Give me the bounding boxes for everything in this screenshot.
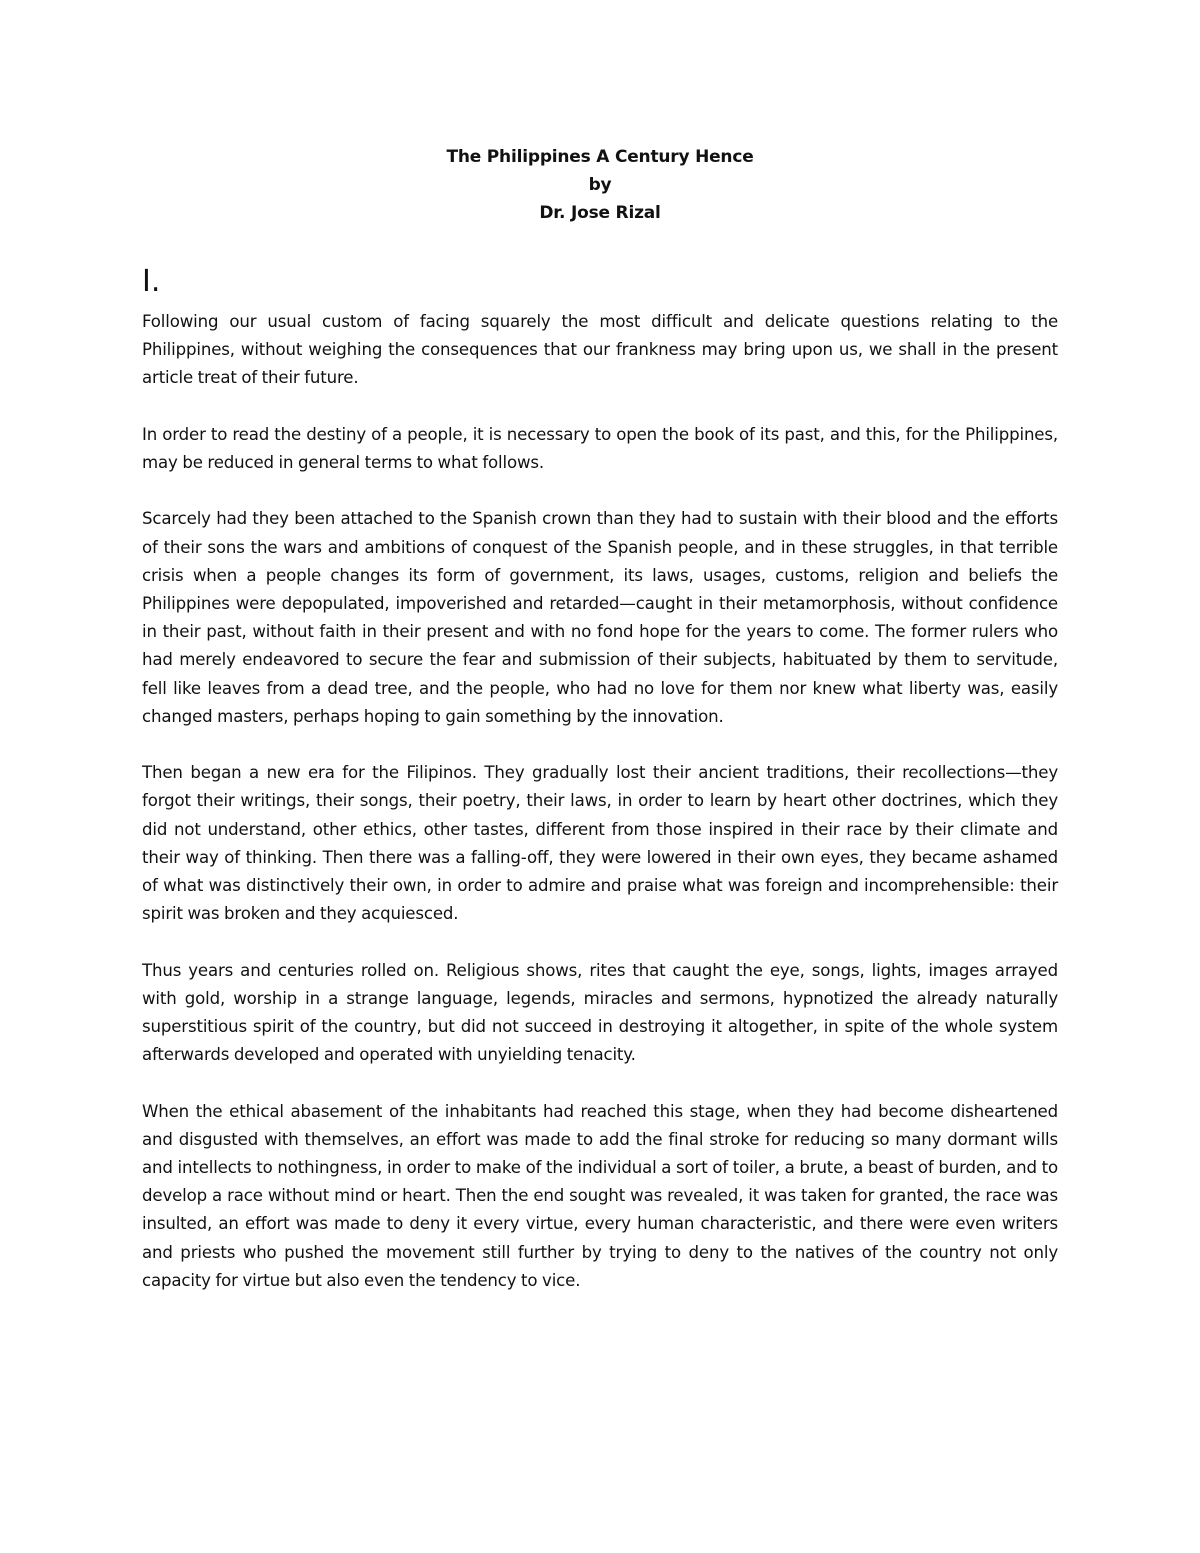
section-heading: I.	[142, 264, 161, 299]
title-block	[0, 143, 1200, 227]
paragraph: Thus years and centuries rolled on. Religious shows, rites that caught the eye, songs, lights, images arrayed with gold, worship in a strange language, legends, miracles and sermons, hypnotized the already naturally superstitious spirit of the country, but did not succeed in destroying it altogether, in spite of the whole system afterwards developed and operated with unyielding tenacity.	[142, 960, 1058, 1065]
paragraph: Following our usual custom of facing squarely the most difficult and delicate questions relating to the Philippines, without weighing the consequences that our frankness may bring upon us, we shall in the present article treat of their future.	[142, 312, 1058, 388]
author-name: Dr. Jose Rizal	[539, 203, 661, 223]
paragraph: In order to read the destiny of a people, it is necessary to open the book of its past, and this, for the Philippines, may be reduced in general terms to what follows.	[142, 424, 1058, 472]
body-text	[142, 308, 1058, 1323]
paragraph: Scarcely had they been attached to the Spanish crown than they had to sustain with their blood and the efforts of their sons the wars and ambitions of conquest of the Spanish people, and in these struggles, in that terrible crisis when a people changes its form of government, its laws, usages, customs, religion and beliefs the Philippines were depopulated, impoverished and retarded—caught in their metamorphosis, without confidence in their past, without faith in their present and with no fond hope for the years to come. The former rulers who had merely endeavored to secure the fear and submission of their subjects, habituated by them to servitude, fell like leaves from a dead tree, and the people, who had no love for them nor knew what liberty was, easily changed masters, perhaps hoping to gain something by the innovation.	[142, 509, 1058, 726]
document-title: The Philippines A Century Hence	[446, 147, 754, 167]
byline: by	[588, 175, 612, 195]
paragraph: When the ethical abasement of the inhabitants had reached this stage, when they had become disheartened and disgusted with themselves, an effort was made to add the final stroke for reducing so many dormant wills and intellects to nothingness, in order to make of the individual a sort of toiler, a brute, a beast of burden, and to develop a race without mind or heart. Then the end sought was revealed, it was taken for granted, the race was insulted, an effort was made to deny it every virtue, every human characteristic, and there were even writers and priests who pushed the movement still further by trying to deny to the natives of the country not only capacity for virtue but also even the tendency to vice.	[142, 1101, 1058, 1290]
paragraph: Then began a new era for the Filipinos. They gradually lost their ancient traditions, their recollections—they forgot their writings, their songs, their poetry, their laws, in order to learn by heart other doctrines, which they did not understand, other ethics, other tastes, different from those inspired in their race by their climate and their way of thinking. Then there was a falling-off, they were lowered in their own eyes, they became ashamed of what was distinctively their own, in order to admire and praise what was foreign and incomprehensible: their spirit was broken and they acquiesced.	[142, 763, 1058, 924]
